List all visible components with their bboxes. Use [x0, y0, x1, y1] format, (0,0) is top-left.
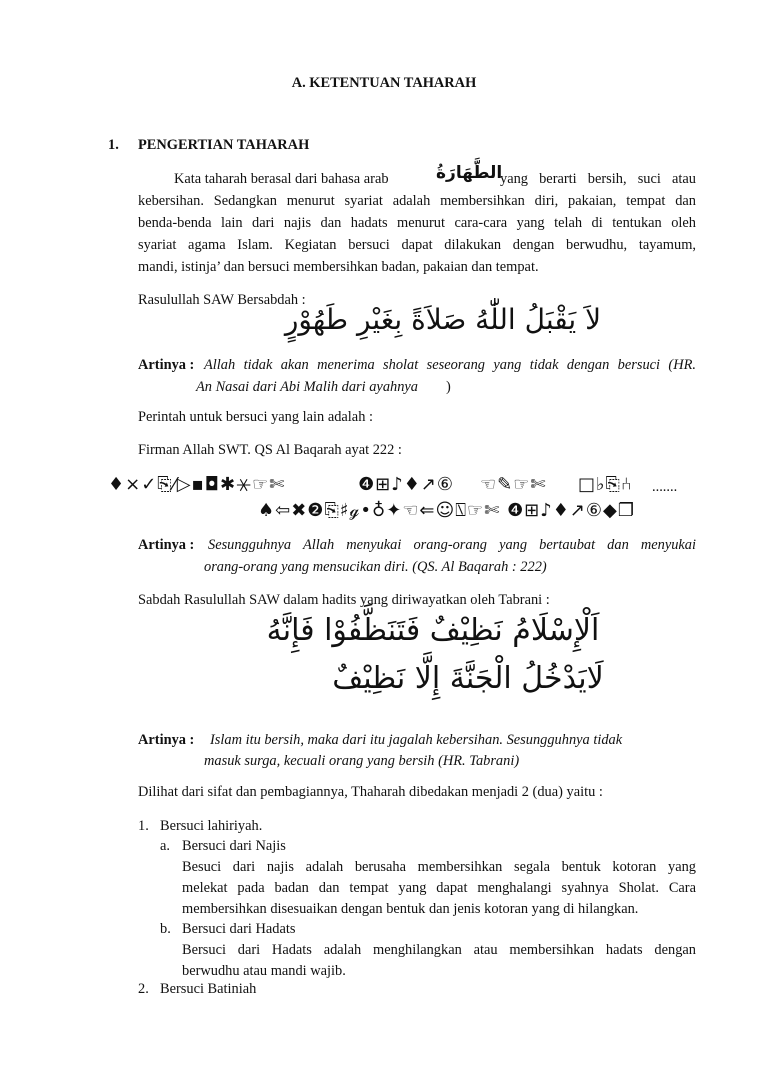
intro-line5: mandi, istinja’ dan bersuci membersihkan badan, pakaian dan tempat. — [138, 259, 539, 275]
hadith1-arabic: لاَ يَقْبَلُ اللّٰهُ صَلاَةً بِغَيْرِ طَهُوْرٍ — [284, 303, 602, 336]
list-item-b-letter: b. — [160, 921, 171, 937]
quran-line1: Sesungguhnya Allah menyukai orang-orang yang bertaubat dan menyukai — [208, 537, 696, 553]
list-item-b-line1: Bersuci dari Hadats adalah menghilangkan atau membersihkan hadats dengan — [182, 942, 696, 958]
hadith2-arabic-line2: لَايَدْخُلُ الْجَنَّةَ إِلَّا نَظِيْفٌ — [332, 661, 604, 696]
list-item-a-line1: Besuci dari najis adalah berusaha membersihkan segala bentuk kotoran yang — [182, 859, 696, 875]
hadith2-intro: Sabdah Rasulullah SAW dalam hadits yang diriwayatkan oleh Tabrani : — [138, 592, 550, 608]
intro-line3: benda-benda lain dari najis dan hadats menurut cara-cara yang telah di tentukan oleh — [138, 215, 696, 231]
hadith1-intro: Rasulullah SAW Bersabdah : — [138, 292, 306, 308]
list-item2: Bersuci Batiniah — [160, 981, 257, 997]
list-item1-number: 1. — [138, 818, 149, 834]
quran-intro: Firman Allah SWT. QS Al Baqarah ayat 222 : — [138, 442, 402, 458]
list-item-b-title: Bersuci dari Hadats — [182, 921, 296, 937]
command-intro: Perintah untuk bersuci yang lain adalah : — [138, 409, 373, 425]
quran-symbols-d: □♭⎘⑃ — [578, 474, 633, 495]
list-item-a-letter: a. — [160, 838, 170, 854]
hadith1-line2: An Nasai dari Abi Malih dari ayahnya — [196, 379, 418, 395]
quran-symbols-c: ☜✎☞✄ — [480, 474, 547, 495]
intro-line2: kebersihan. Sedangkan menurut syariat adalah membersihkan diri, pakaian, tempat dan — [138, 193, 696, 209]
list-item-a-line2: melekat pada badan dan tempat yang dapat menghalangi syahnya Sholat. Cara — [182, 880, 696, 896]
list-item2-number: 2. — [138, 981, 149, 997]
quran-symbols-b: ❹⊞♪♦↗⑥ — [358, 474, 455, 495]
hadith2-arabic-line1: اَلْإِسْلَامُ نَظِيْفٌ فَتَنَظَّفُوْا فَإِنَّهُ — [266, 613, 600, 648]
quran-label: Artinya : — [138, 537, 195, 553]
quran-symbols-dots: ....... — [652, 479, 678, 495]
list-item1: Bersuci lahiriyah. — [160, 818, 263, 834]
hadith2-line1: Islam itu bersih, maka dari itu jagalah kebersihan. Sesungguhnya tidak — [210, 732, 623, 748]
heading-number: 1. — [108, 137, 119, 153]
hadith2-line2: masuk surga, kecuali orang yang bersih (HR. Tabrani) — [204, 753, 520, 769]
list-item-b-line2: berwudhu atau mandi wajib. — [182, 963, 346, 979]
intro-line1-after: yang berarti bersih, suci atau — [500, 171, 696, 187]
list-item-a-line3: membersihkan disesuaikan dengan bentuk dan jenis kotoran yang di hilangkan. — [182, 901, 639, 917]
division-intro: Dilihat dari sifat dan pembagiannya, Thaharah dibedakan menjadi 2 (dua) yaitu : — [138, 784, 603, 800]
hadith1-line2-end: ) — [446, 379, 451, 395]
intro-line1-before: Kata taharah berasal dari bahasa arab — [174, 171, 389, 187]
section-title: A. KETENTUAN TAHARAH — [291, 75, 477, 91]
hadith1-label: Artinya : — [138, 357, 195, 373]
quran-symbols-a: ♦×✓⎘⁄▷▪◘✱⚹☞✄ — [108, 474, 286, 495]
hadith2-label: Artinya : — [138, 732, 195, 748]
hadith1-line1: Allah tidak akan menerima sholat seseorang yang tidak dengan bersuci (HR. — [204, 357, 696, 373]
intro-arabic-term: الطَّهَارَةُ — [436, 163, 503, 183]
quran-symbols-line2: ♠⇦✖❷⎘♯ℊ•♁✦☜⇐☺⍂☞✄ ❹⊞♪♦↗⑥◆❐ — [258, 500, 636, 521]
heading-title: PENGERTIAN TAHARAH — [138, 137, 310, 153]
list-item-a-title: Bersuci dari Najis — [182, 838, 286, 854]
intro-line4: syariat agama Islam. Kegiatan bersuci dapat dilakukan dengan berwudhu, tayamum, — [138, 237, 696, 253]
quran-line2: orang-orang yang mensucikan diri. (QS. Al Baqarah : 222) — [204, 559, 547, 575]
